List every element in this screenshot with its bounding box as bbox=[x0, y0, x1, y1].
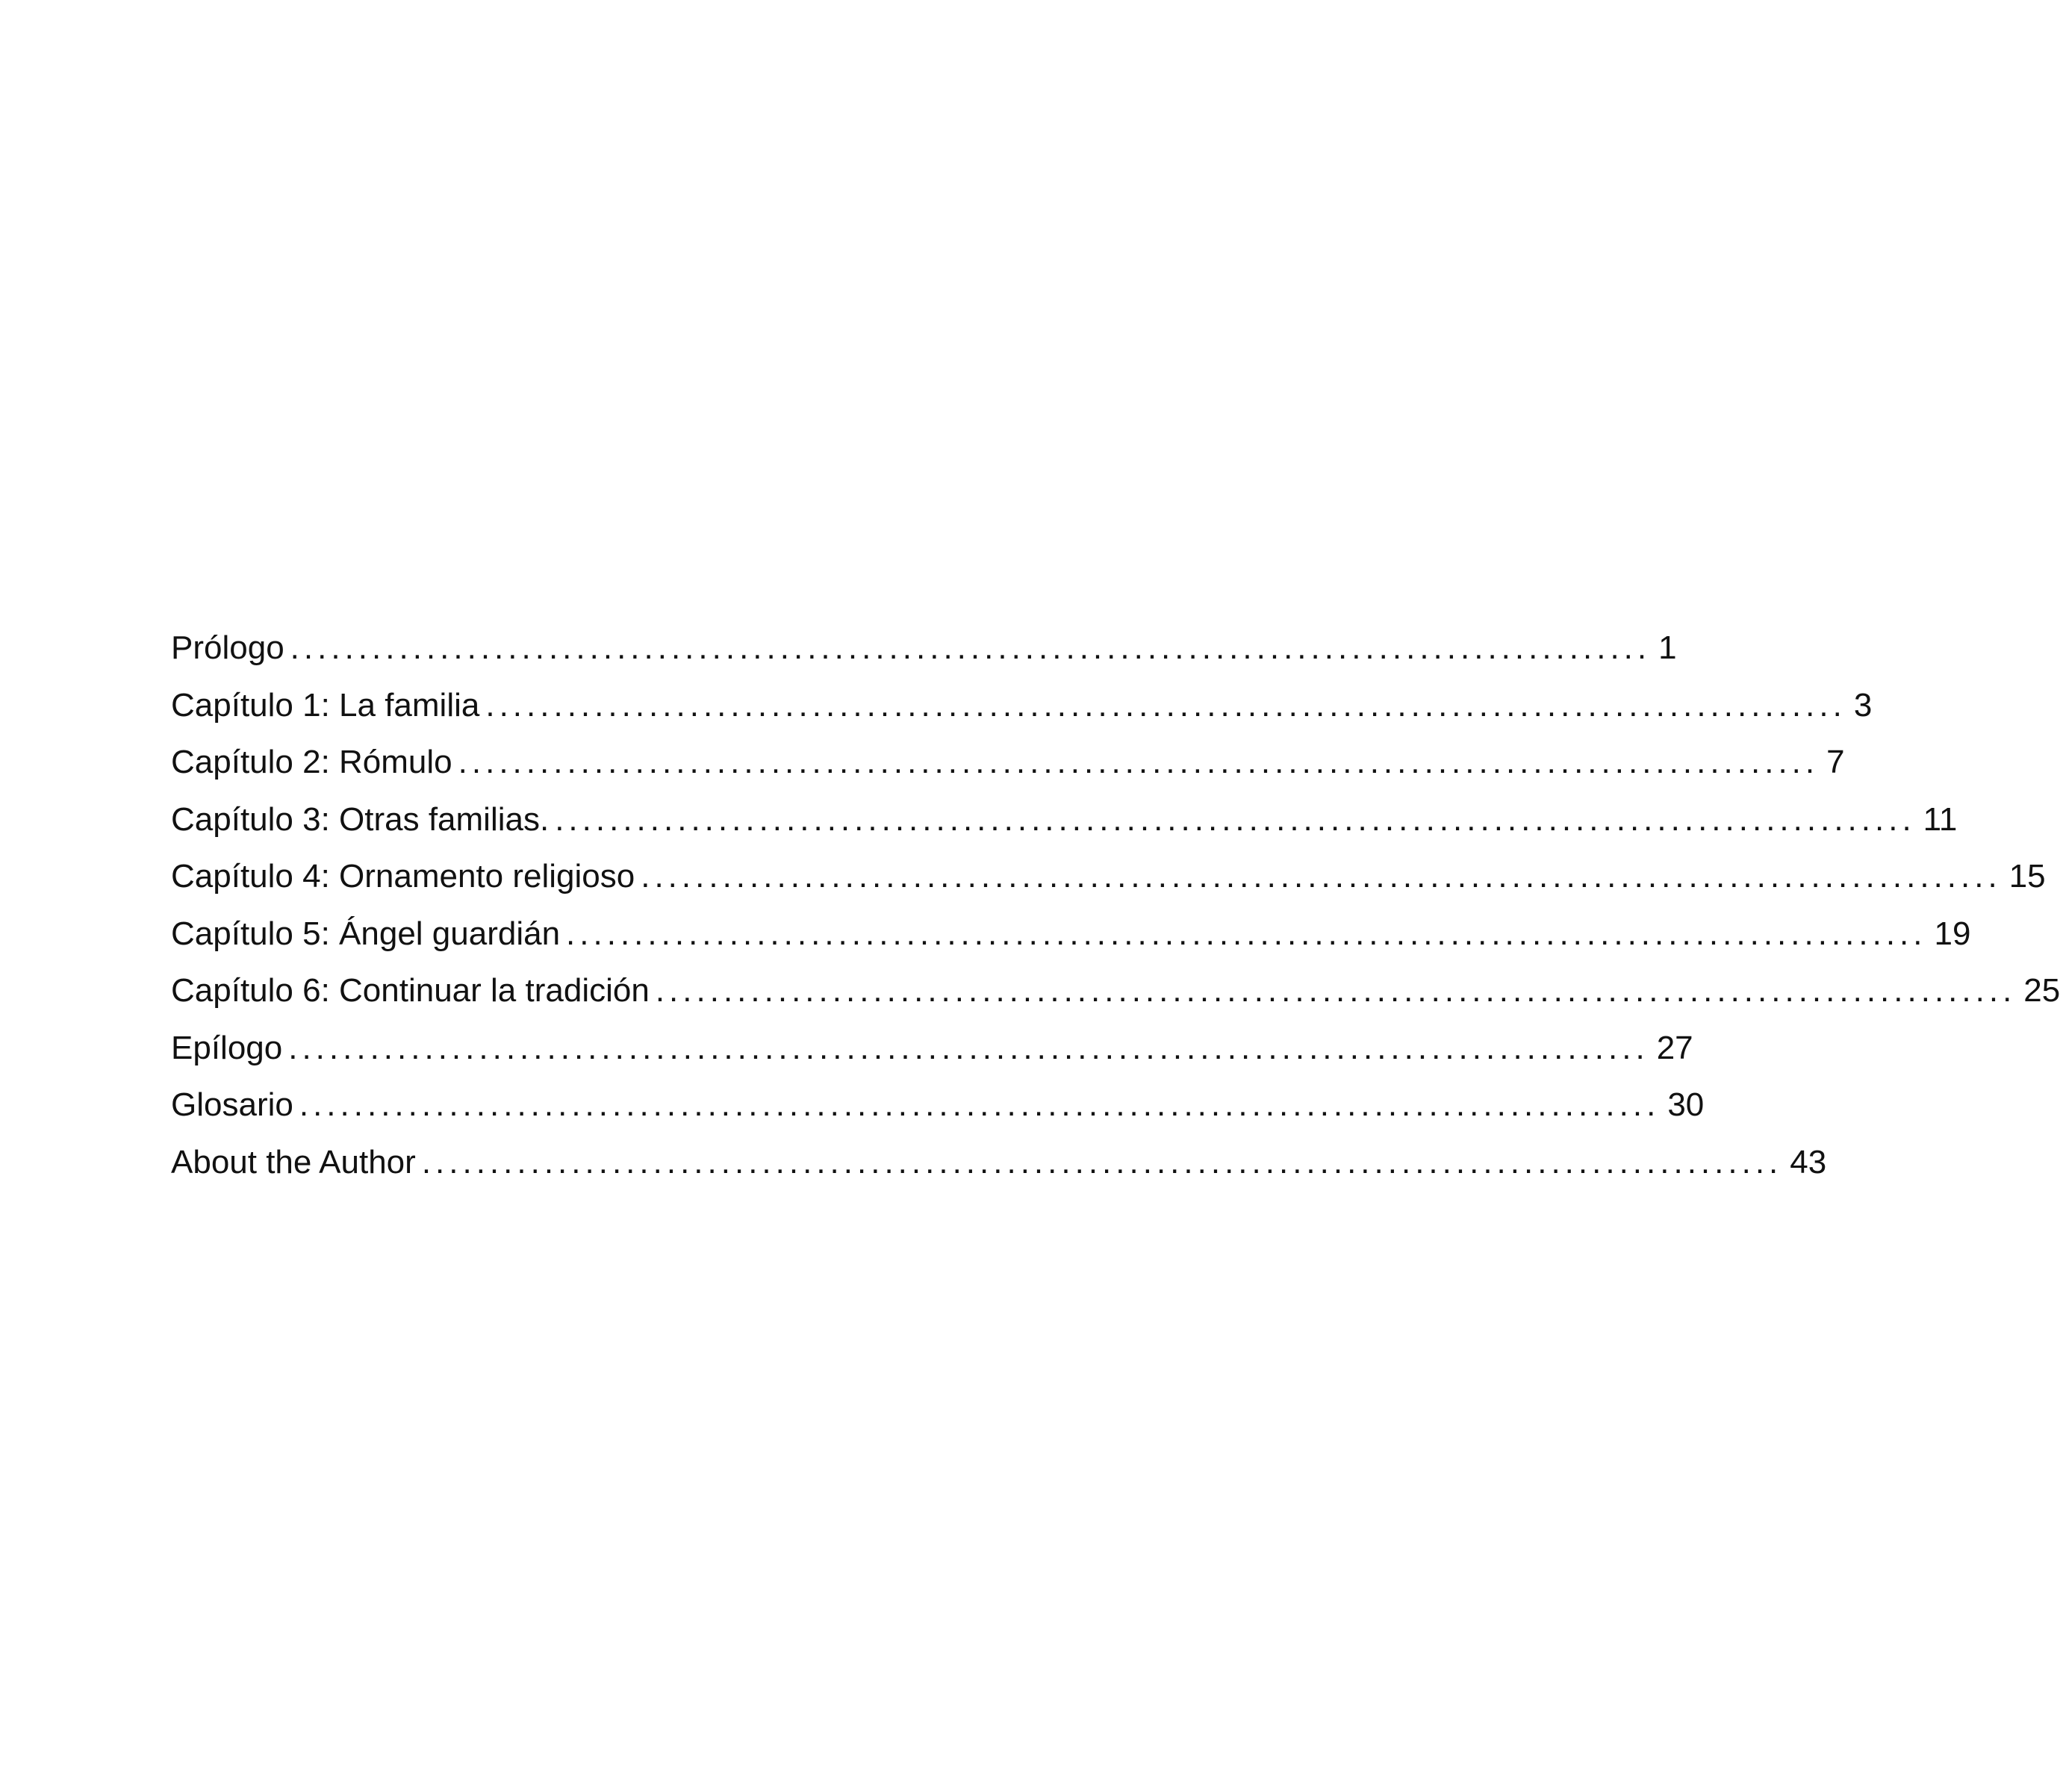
toc-page-number: 1 bbox=[1658, 629, 1677, 666]
toc-entry-capitulo-5[interactable] bbox=[171, 906, 1971, 963]
toc-page-number: 27 bbox=[1656, 1029, 1693, 1066]
toc-dot-leader: .................................................................................................... bbox=[299, 1086, 1661, 1123]
toc-dot-leader: .................................................................................................... bbox=[458, 744, 1820, 780]
table-of-contents bbox=[171, 620, 2060, 1191]
toc-page-number: 3 bbox=[1853, 686, 1873, 724]
toc-entry-title: Capítulo 6: Continuar la tradición bbox=[171, 972, 650, 1009]
toc-dot-leader: .................................................................................................... bbox=[655, 972, 2017, 1009]
toc-entry-title: Capítulo 3: Otras familias. bbox=[171, 800, 550, 838]
toc-page-number: 7 bbox=[1826, 744, 1845, 780]
toc-entry-glosario[interactable] bbox=[171, 1077, 1705, 1134]
toc-page-number: 30 bbox=[1667, 1086, 1705, 1123]
toc-entry-title: Prólogo bbox=[171, 629, 284, 666]
toc-entry-epilogo[interactable] bbox=[171, 1020, 1693, 1077]
toc-entry-title: Capítulo 4: Ornamento religioso bbox=[171, 858, 635, 895]
toc-page-number: 11 bbox=[1923, 800, 1958, 838]
toc-dot-leader: .................................................................................................... bbox=[566, 915, 1927, 952]
toc-page-number: 25 bbox=[2023, 972, 2060, 1009]
toc-entry-title: About the Author bbox=[171, 1143, 416, 1180]
toc-dot-leader: .................................................................................................... bbox=[485, 686, 1846, 724]
toc-entry-title: Capítulo 5: Ángel guardián bbox=[171, 915, 561, 952]
toc-entry-capitulo-1[interactable] bbox=[171, 677, 1873, 735]
toc-entry-title: Capítulo 1: La familia bbox=[171, 686, 480, 724]
toc-entry-capitulo-2[interactable] bbox=[171, 734, 1845, 791]
toc-dot-leader: .................................................................................................... bbox=[555, 800, 1916, 838]
toc-entry-title: Capítulo 2: Rómulo bbox=[171, 744, 452, 780]
toc-page-number: 19 bbox=[1934, 915, 1971, 952]
toc-entry-title: Epílogo bbox=[171, 1029, 283, 1066]
toc-dot-leader: .................................................................................................... bbox=[288, 1029, 1649, 1066]
toc-page-number: 15 bbox=[2008, 858, 2046, 895]
toc-page-number: 43 bbox=[1790, 1143, 1827, 1180]
toc-dot-leader: .................................................................................................... bbox=[641, 858, 2002, 895]
toc-dot-leader: .................................................................................................... bbox=[290, 629, 1652, 666]
toc-entry-title: Glosario bbox=[171, 1086, 293, 1123]
toc-entry-prologo[interactable] bbox=[171, 620, 1677, 677]
toc-entry-capitulo-4[interactable] bbox=[171, 848, 2046, 906]
toc-entry-capitulo-6[interactable] bbox=[171, 962, 2060, 1020]
toc-entry-capitulo-3[interactable] bbox=[171, 791, 1958, 849]
toc-dot-leader: .................................................................................................... bbox=[421, 1143, 1783, 1180]
toc-entry-about-the-author[interactable] bbox=[171, 1134, 1827, 1192]
